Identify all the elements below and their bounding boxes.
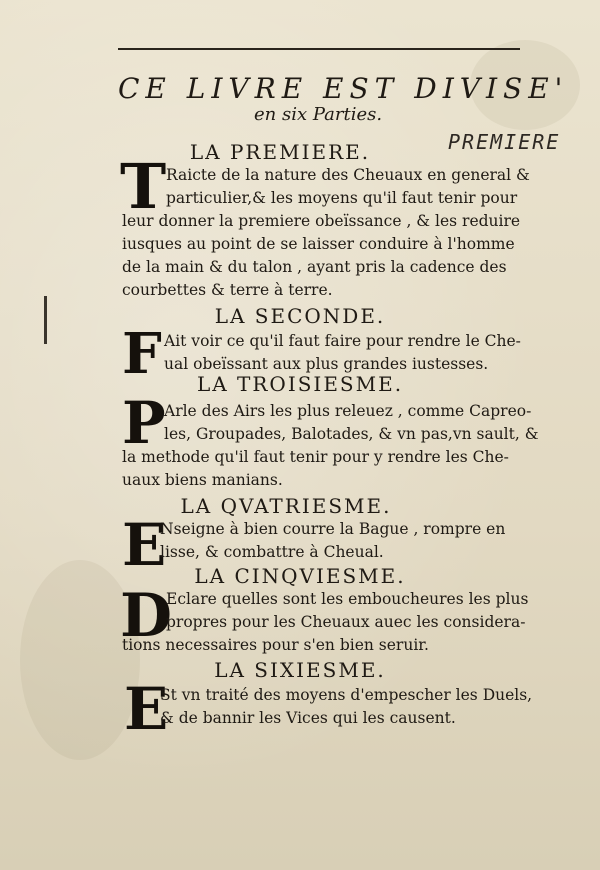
page-title: CE LIVRE EST DIVISE' [118, 72, 569, 105]
text-line: Arle des Airs les plus releuez , comme Capreo- [164, 402, 532, 420]
text-line: les, Groupades, Balotades, & vn pas,vn sault, & [164, 425, 539, 443]
text-line: Eclare quelles sont les embouchеures les plus [166, 590, 529, 608]
drop-cap-t: T [120, 150, 167, 223]
section-heading-5: LA CINQVIESME. [194, 564, 406, 588]
handwritten-annotation: PREMIERE [448, 130, 561, 154]
section-heading-2: LA SECONDE. [214, 304, 386, 328]
text-line: ual obeïssant aux plus grandes iustesses. [164, 355, 489, 373]
text-line: Ait voir ce qu'il faut faire pour rendre le Che- [164, 332, 521, 350]
drop-cap-d: D [120, 581, 173, 651]
drop-cap-e: E [122, 511, 167, 579]
text-line: la methode qu'il faut tenir pour y rendre les Che- [122, 448, 509, 466]
text-line: iusques au point de se laisser conduire à l'homme [122, 235, 515, 253]
text-line: St vn traité des moyens d'empescher les Duels, [160, 686, 533, 704]
section-text-3 [122, 400, 552, 492]
section-heading-4: LA QVATRIESME. [180, 494, 392, 518]
drop-cap-f: F [122, 321, 162, 387]
section-heading-6: LA SIXIESME. [214, 658, 386, 682]
section-text-6 [122, 684, 552, 730]
drop-cap-e: E [124, 675, 169, 743]
text-line: Raicte de la nature des Cheuaux en general & [166, 166, 530, 184]
text-line: de la main & du talon , ayant pris la cadence des [122, 258, 507, 276]
text-line: & de bannir les Vices qui les causent. [160, 709, 456, 727]
text-line: propres pour les Cheuaux auec les considera- [166, 613, 526, 631]
section-text-5 [120, 581, 552, 657]
text-line: courbettes & terre à terre. [122, 281, 333, 299]
drop-cap-p: P [122, 389, 166, 457]
text-line: leur donner la premiere obeïssance , & les reduire [122, 212, 521, 230]
page-subtitle: en six Parties. [254, 104, 383, 125]
text-line: Nseigne à bien courre la Bague , rompre en [160, 520, 506, 538]
section-text-1 [122, 164, 552, 302]
section-text-4 [122, 518, 552, 564]
text-line: lisse, & combattre à Cheual. [160, 543, 384, 561]
section-heading-3: LA TROISIESME. [196, 372, 404, 396]
section-text-2 [122, 330, 552, 376]
text-line: particulier,& les moyens qu'il faut tenir pour [166, 189, 518, 207]
text-line: uaux biens manians. [122, 471, 283, 489]
text-line: tions necessaires pour s'en bien seruir. [122, 636, 429, 654]
section-heading-1: LA PREMIERE. [189, 140, 371, 164]
top-rule [118, 48, 520, 50]
